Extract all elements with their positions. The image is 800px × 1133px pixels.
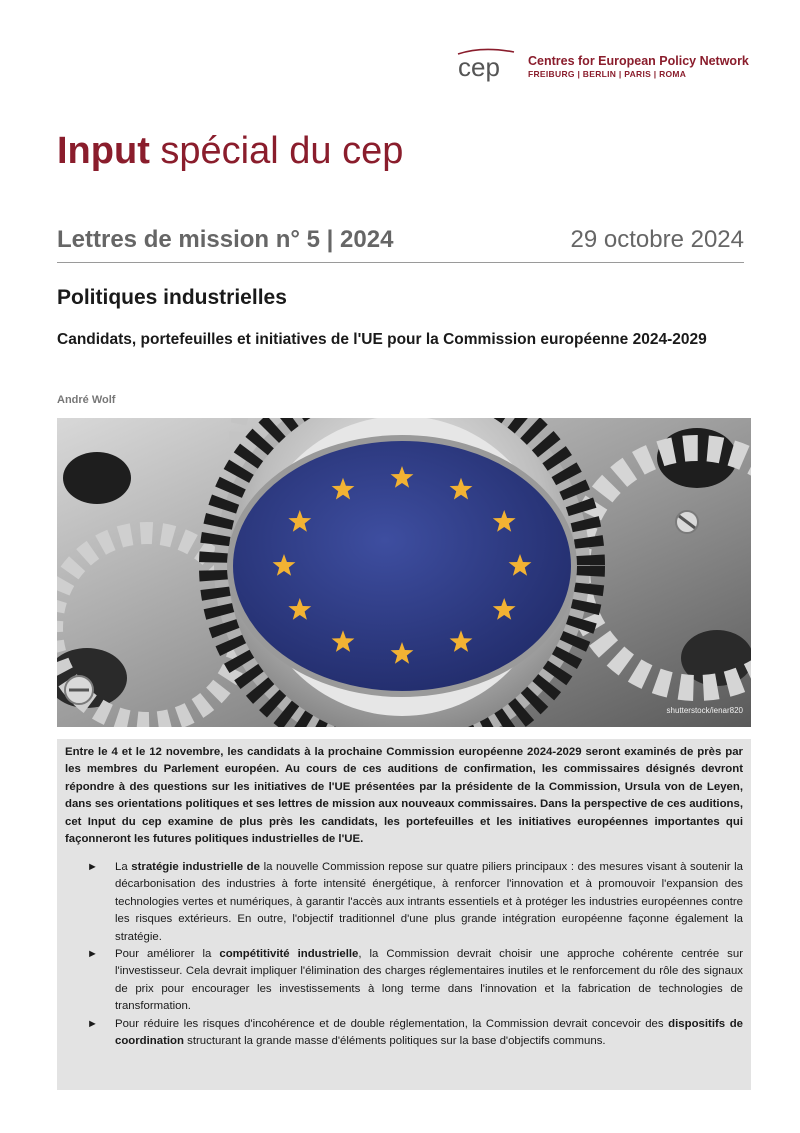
triangle-right-icon: ► [87, 948, 98, 961]
triangle-right-icon: ► [87, 861, 98, 873]
key-point-strong: compétitivité industrielle [219, 948, 359, 961]
author-name: André Wolf [57, 394, 116, 406]
sub-heading: Candidats, portefeuilles et initiatives de l'UE pour la Commission européenne 2024-2029 [57, 331, 707, 348]
key-point-post: , la Commission devrait choisir une approche cohérente centrée sur l'investisseur. Cela devrait impliquer l'élimination des charges réglementaires inutiles et le renforcement du rôle des signaux de prix pour encourager les investissements à long terme dans l'innovation et la fabrication de technologies de transformation. [115, 948, 743, 1013]
cep-logo-mark [452, 46, 522, 82]
series-header [57, 226, 744, 263]
key-point-strong: dispositifs de coordination [115, 1017, 743, 1048]
key-point [65, 859, 743, 946]
hero-image [57, 418, 751, 727]
title-bold: Input [57, 130, 150, 172]
cep-logo [452, 46, 752, 86]
gears-eu-flag-illustration [57, 418, 751, 727]
image-credit: shutterstock/ienar820 [666, 706, 743, 715]
key-point [65, 946, 743, 1016]
series-label: Lettres de mission n° 5 | 2024 [57, 226, 394, 253]
publication-date: 29 octobre 2024 [570, 226, 744, 253]
main-heading: Politiques industrielles [57, 286, 287, 309]
key-point [65, 1016, 743, 1051]
triangle-right-icon: ► [87, 1017, 98, 1030]
logo-cities: FREIBURG | BERLIN | PARIS | ROMA [528, 69, 687, 79]
svg-text:cep: cep [458, 52, 500, 82]
summary-intro: Entre le 4 et le 12 novembre, les candidats à la prochaine Commission européenne 2024-2029 seront examinés de près par les membres du Parlement européen. Au cours de ces auditions de confirmation, les commissaires désignés devront répondre à des questions sur les initiatives de l'UE présentées par la présidente de la Commission, Ursula von de Leyen, dans ses orientations politiques et ses lettres de mission aux nouveaux commissaires. Dans la perspective de ces auditions, cet Input du cep examine de plus près les candidats, les portefeuilles et les initiatives européennes importantes qui façonneront les futures politiques industrielles de l'UE. [65, 746, 743, 846]
key-points-list [65, 859, 743, 1050]
summary-box [57, 739, 751, 1090]
key-point-post: la nouvelle Commission repose sur quatre piliers principaux : des mesures visant à soutenir la décarbonisation des industries à forte intensité énergétique, à renforcer l'innovation et à promouvoir l'expansion des technologies vertes et numériques, à garantir l'accès aux intrants essentiels et à protéger les industries européennes contre les risques extérieurs. En outre, l'objectif traditionnel d'une plus grande intégration européenne façonne également la stratégie. [115, 861, 744, 943]
logo-network-name: Centres for European Policy Network [528, 54, 749, 68]
key-point-strong: stratégie industrielle de [131, 861, 260, 873]
key-point-pre: Pour améliorer la [115, 948, 220, 961]
key-point-post: structurant la grande masse d'éléments politiques sur la base d'objectifs communs. [183, 1035, 606, 1048]
document-title [57, 130, 403, 173]
key-point-pre: La [115, 861, 132, 873]
title-rest: spécial du cep [149, 130, 404, 172]
key-point-pre: Pour réduire les risques d'incohérence et de double réglementation, la Commission devrait concevoir des [115, 1017, 669, 1030]
